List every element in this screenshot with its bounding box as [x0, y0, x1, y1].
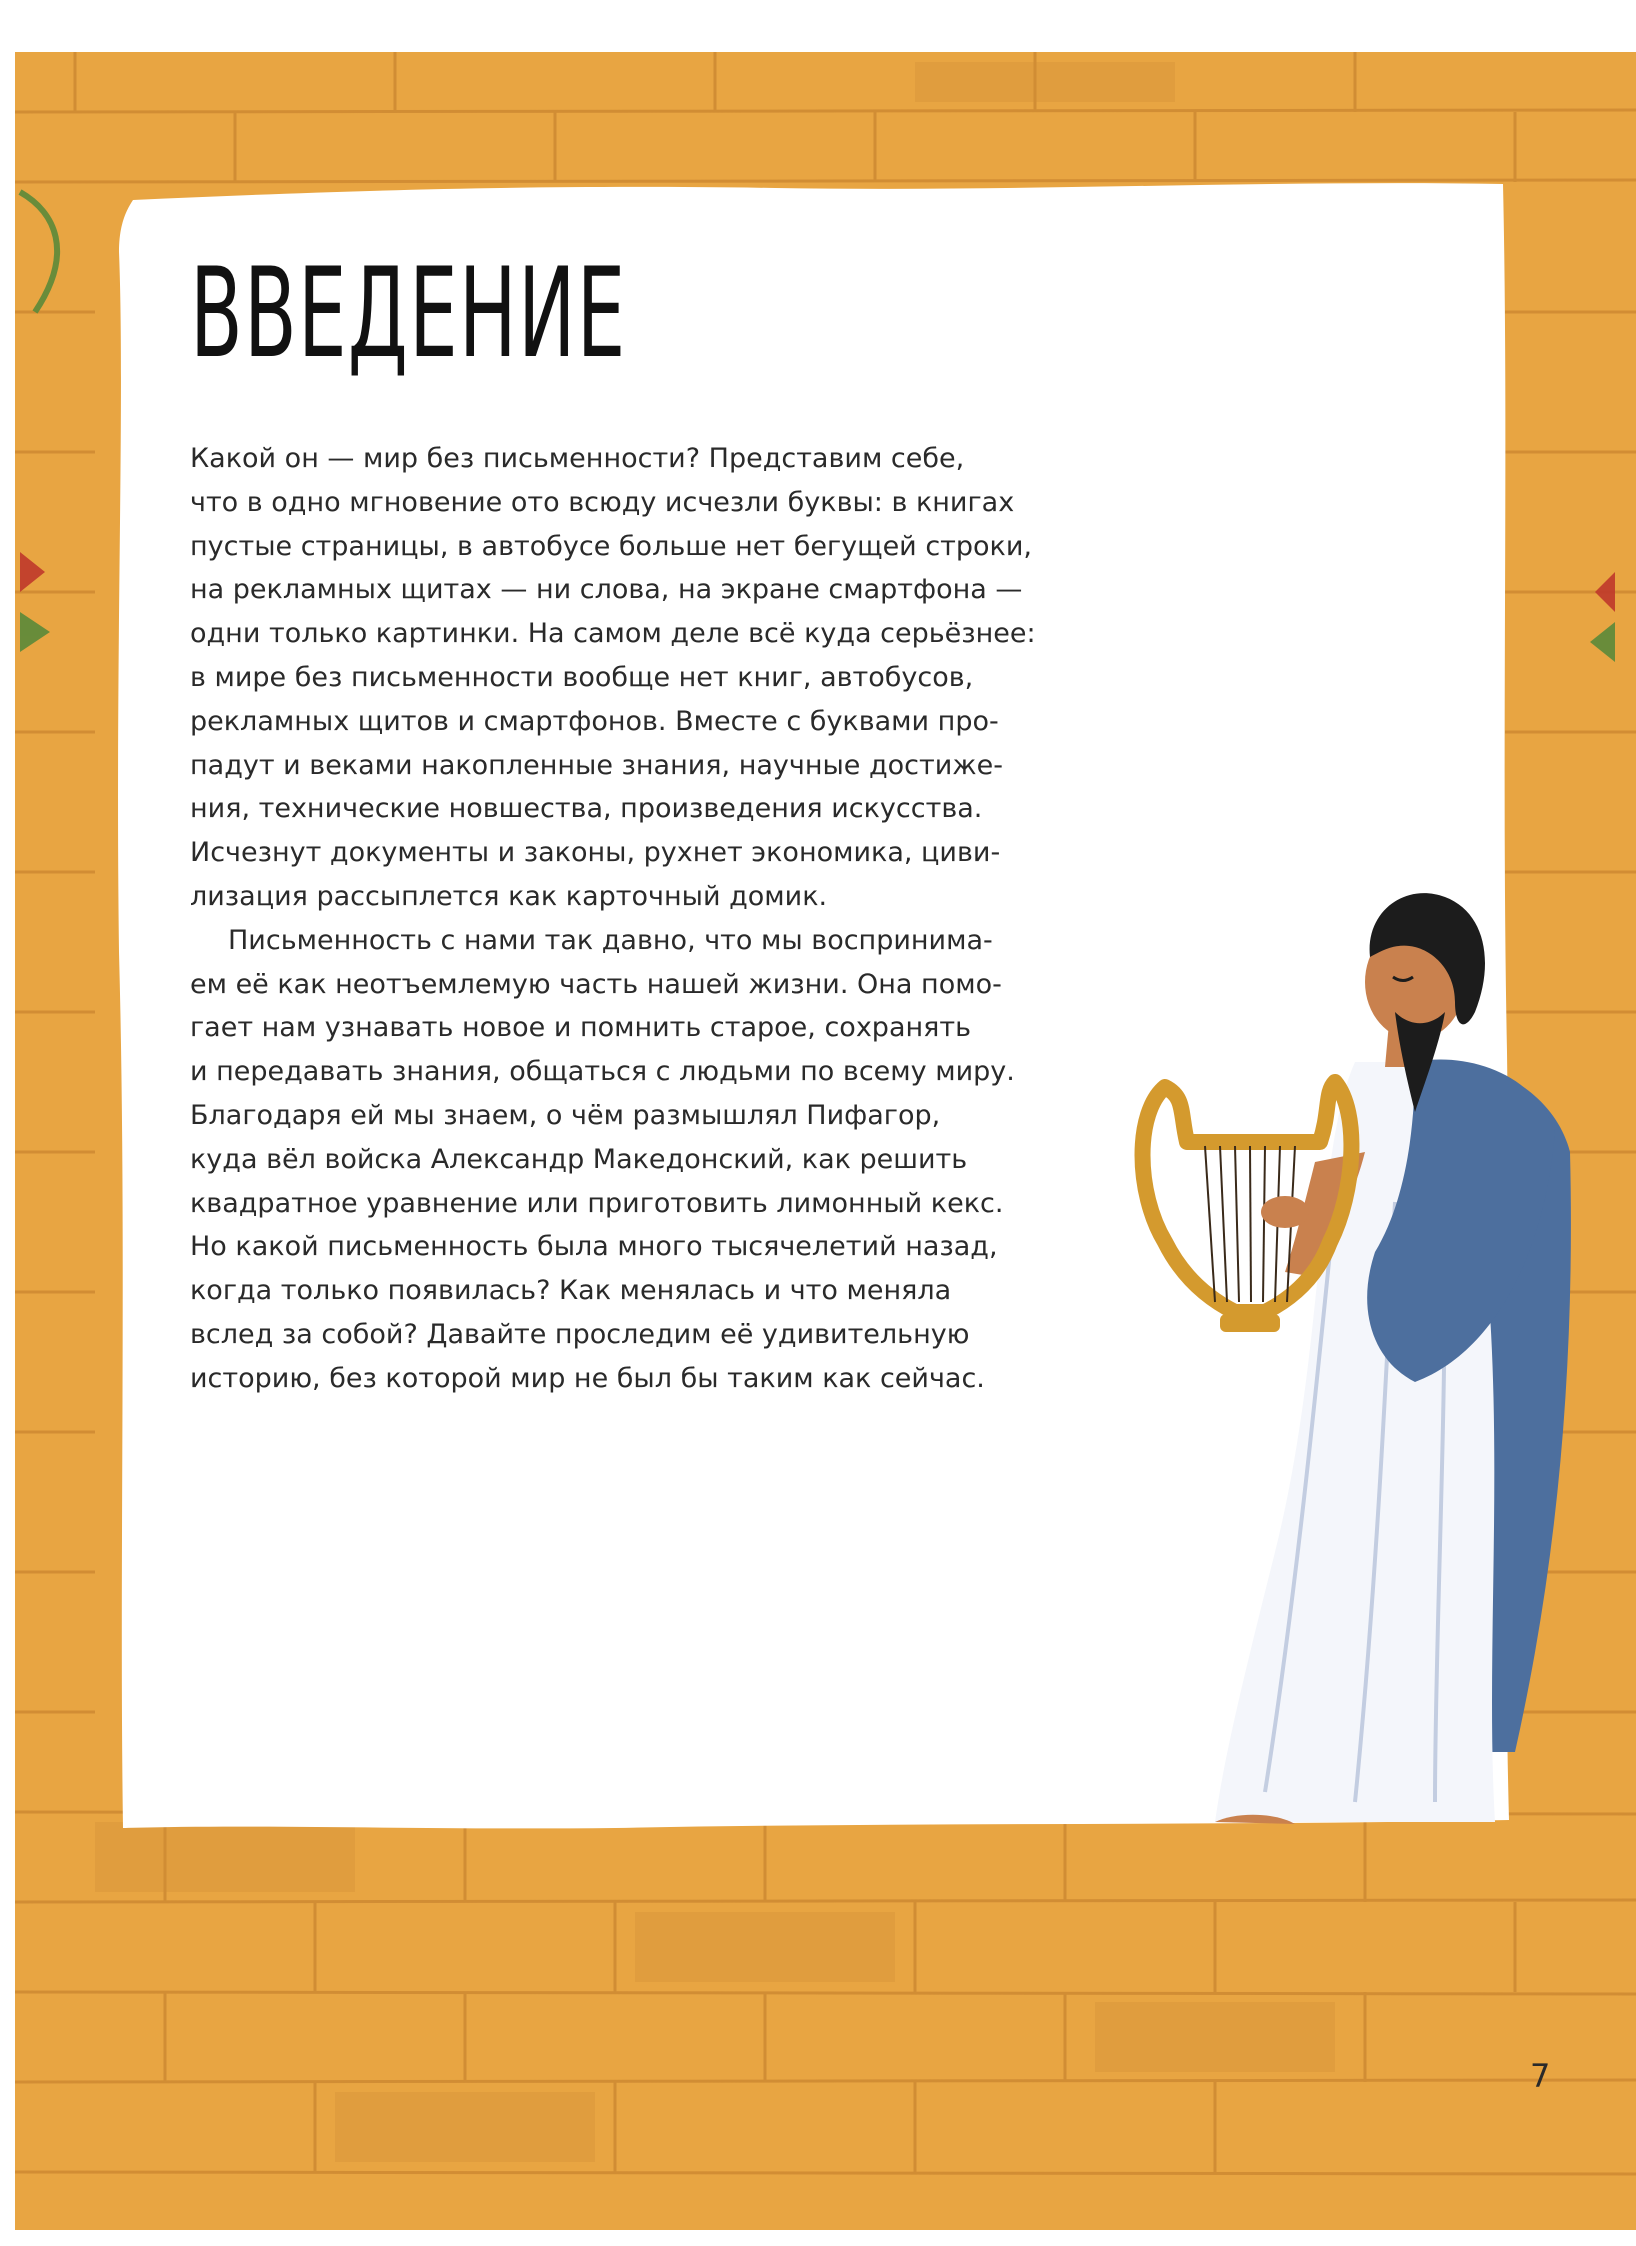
text-line: куда вёл войска Александр Македонский, как решить	[190, 1143, 968, 1175]
page-number: 7	[1530, 2057, 1551, 2095]
book-page	[15, 52, 1636, 2230]
text-line: в мире без письменности вообще нет книг, автобусов,	[190, 661, 974, 693]
paragraph	[190, 919, 1070, 1401]
text-line: падут и веками накопленные знания, научные достиже-	[190, 749, 1003, 781]
text-line: лизация рассыплется как карточный домик.	[190, 880, 828, 912]
text-line: рекламных щитов и смартфонов. Вместе с буквами про-	[190, 705, 999, 737]
text-line: гает нам узнавать новое и помнить старое, сохранять	[190, 1012, 972, 1044]
text-line: Исчезнут документы и законы, рухнет экономика, циви-	[190, 837, 1001, 869]
text-line: одни только картинки. На самом деле всё куда серьёзнее:	[190, 618, 1036, 650]
text-line: что в одно мгновение ото всюду исчезли буквы: в книгах	[190, 486, 1015, 518]
text-line: на рекламных щитах — ни слова, на экране смартфона —	[190, 574, 1023, 606]
text-line: квадратное уравнение или приготовить лимонный кекс.	[190, 1187, 1004, 1219]
page-title: ВВЕДЕНИЕ	[190, 242, 627, 386]
text-line: когда только появилась? Как менялась и что меняла	[190, 1275, 952, 1307]
text-line: Какой он — мир без письменности? Представим себе,	[190, 443, 965, 474]
text-line: и передавать знания, общаться с людьми по всему миру.	[190, 1056, 1015, 1088]
text-line: Но какой письменность была много тысячелетий назад,	[190, 1231, 998, 1263]
text-line: Благодаря ей мы знаем, о чём размышлял Пифагор,	[190, 1099, 941, 1131]
text-line: пустые страницы, в автобусе больше нет бегущей строки,	[190, 530, 1032, 562]
body-text	[190, 437, 1070, 1401]
text-line: вслед за собой? Давайте проследим её удивительную	[190, 1318, 970, 1350]
text-line: ния, технические новшества, произведения искусства.	[190, 793, 983, 825]
text-line: Письменность с нами так давно, что мы воспринима-	[228, 924, 993, 956]
paragraph	[190, 437, 1070, 919]
text-line: историю, без которой мир не был бы таким как сейчас.	[190, 1362, 985, 1394]
text-line: ем её как неотъемлемую часть нашей жизни. Она помо-	[190, 968, 1002, 1000]
